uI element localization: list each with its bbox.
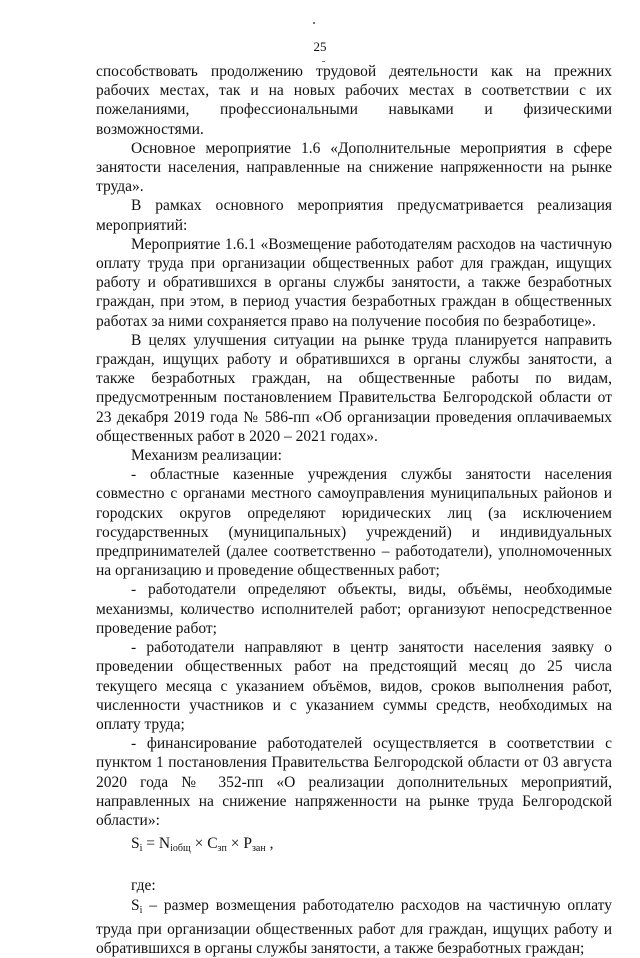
paragraph: Мероприятие 1.6.1 «Возмещение работодателям расходов на частичную оплату труда при организации общественных работ для граждан, ищущих работу и обратившихся в органы службы занятости, а также безработных граждан, при этом, в период участия безработных граждан в общественных работах за ними сохраняется право на получение пособия по безработице». bbox=[96, 235, 612, 330]
list-item: - работодатели определяют объекты, виды, объёмы, необходимые механизмы, количество исполнителей работ; организуют непосредственное проведение работ; bbox=[96, 581, 612, 637]
page-number: 25 bbox=[313, 39, 327, 54]
formula-lhs: S bbox=[131, 835, 140, 853]
formula-tail: , bbox=[265, 835, 274, 853]
formula-times: × bbox=[190, 835, 208, 853]
list-item: - областные казенные учреждения службы занятости населения совместно с органами местного самоуправления муниципальных районов и городских округов определяют юридических лиц (за исключением государственных (муниципальных) учреждений) и индивидуальных предпринимателей (далее соответственно – работодатели), уполномоченных на организацию и проведение общественных работ; bbox=[96, 466, 612, 580]
paragraph: Механизм реализации: bbox=[131, 447, 282, 465]
formula-term-n-sub: iобщ bbox=[170, 843, 191, 855]
formula-times: × bbox=[226, 835, 244, 853]
where-label: где: bbox=[131, 877, 156, 895]
paragraph: способствовать продолжению трудовой деятельности как на прежних рабочих местах, так и на новых рабочих местах в соответствии с их пожеланиями, профессиональными навыками и физическими возможностями. bbox=[96, 63, 612, 138]
paragraph: В рамках основного мероприятия предусматривается реализация мероприятий: bbox=[96, 197, 612, 234]
formula-eq: = bbox=[142, 835, 159, 853]
formula-term-n: N bbox=[158, 835, 171, 853]
formula-lhs-sub: i bbox=[139, 843, 143, 855]
definition-symbol-sub: i bbox=[139, 904, 143, 916]
formula-term-p-sub: зан bbox=[251, 843, 266, 855]
formula-term-c: C bbox=[207, 835, 218, 853]
list-item: - работодатели направляют в центр занятости населения заявку о проведении общественных работ на предстоящий месяц до 25 числа текущего месяца с указанием объёмов, видов, сроков выполнения работ, численности участников и с указанием суммы средств, необходимых на оплату труда; bbox=[96, 639, 612, 733]
body-text bbox=[96, 62, 612, 958]
paragraph: Основное мероприятие 1.6 «Дополнительные мероприятия в сфере занятости населения, направленные на снижение напряженности на рынке труда». bbox=[96, 139, 612, 196]
formula-term-c-sub: зп bbox=[217, 843, 227, 855]
scan-speck bbox=[313, 22, 315, 24]
definition-text: – размер возмещения работодателю расходов на частичную оплату труда при организации общественных работ для граждан, ищущих работу и обратившихся в органы службы занятости, а также безработных граждан; bbox=[96, 896, 612, 957]
definition-symbol: S bbox=[131, 896, 140, 914]
list-item: - финансирование работодателей осуществляется в соответствии с пунктом 1 постановления Правительства Белгородской области от 03 августа 2020 года № 352-пп «О реализации дополнительных мероприятий, направленных на снижение напряженности на рынке труда Белгородской области»: bbox=[96, 735, 612, 829]
formula bbox=[96, 834, 612, 858]
formula-term-p: P bbox=[243, 835, 252, 853]
paragraph: В целях улучшения ситуации на рынке труда планируется направить граждан, ищущих работу и обратившихся в органы службы занятости, а также безработных граждан, на общественные работы по видам, предусмотренным постановлением Правительства Белгородской области от 23 декабря 2019 года № 586-пп «Об организации проведения оплачиваемых общественных работ в 2020 – 2021 годах». bbox=[96, 331, 612, 445]
